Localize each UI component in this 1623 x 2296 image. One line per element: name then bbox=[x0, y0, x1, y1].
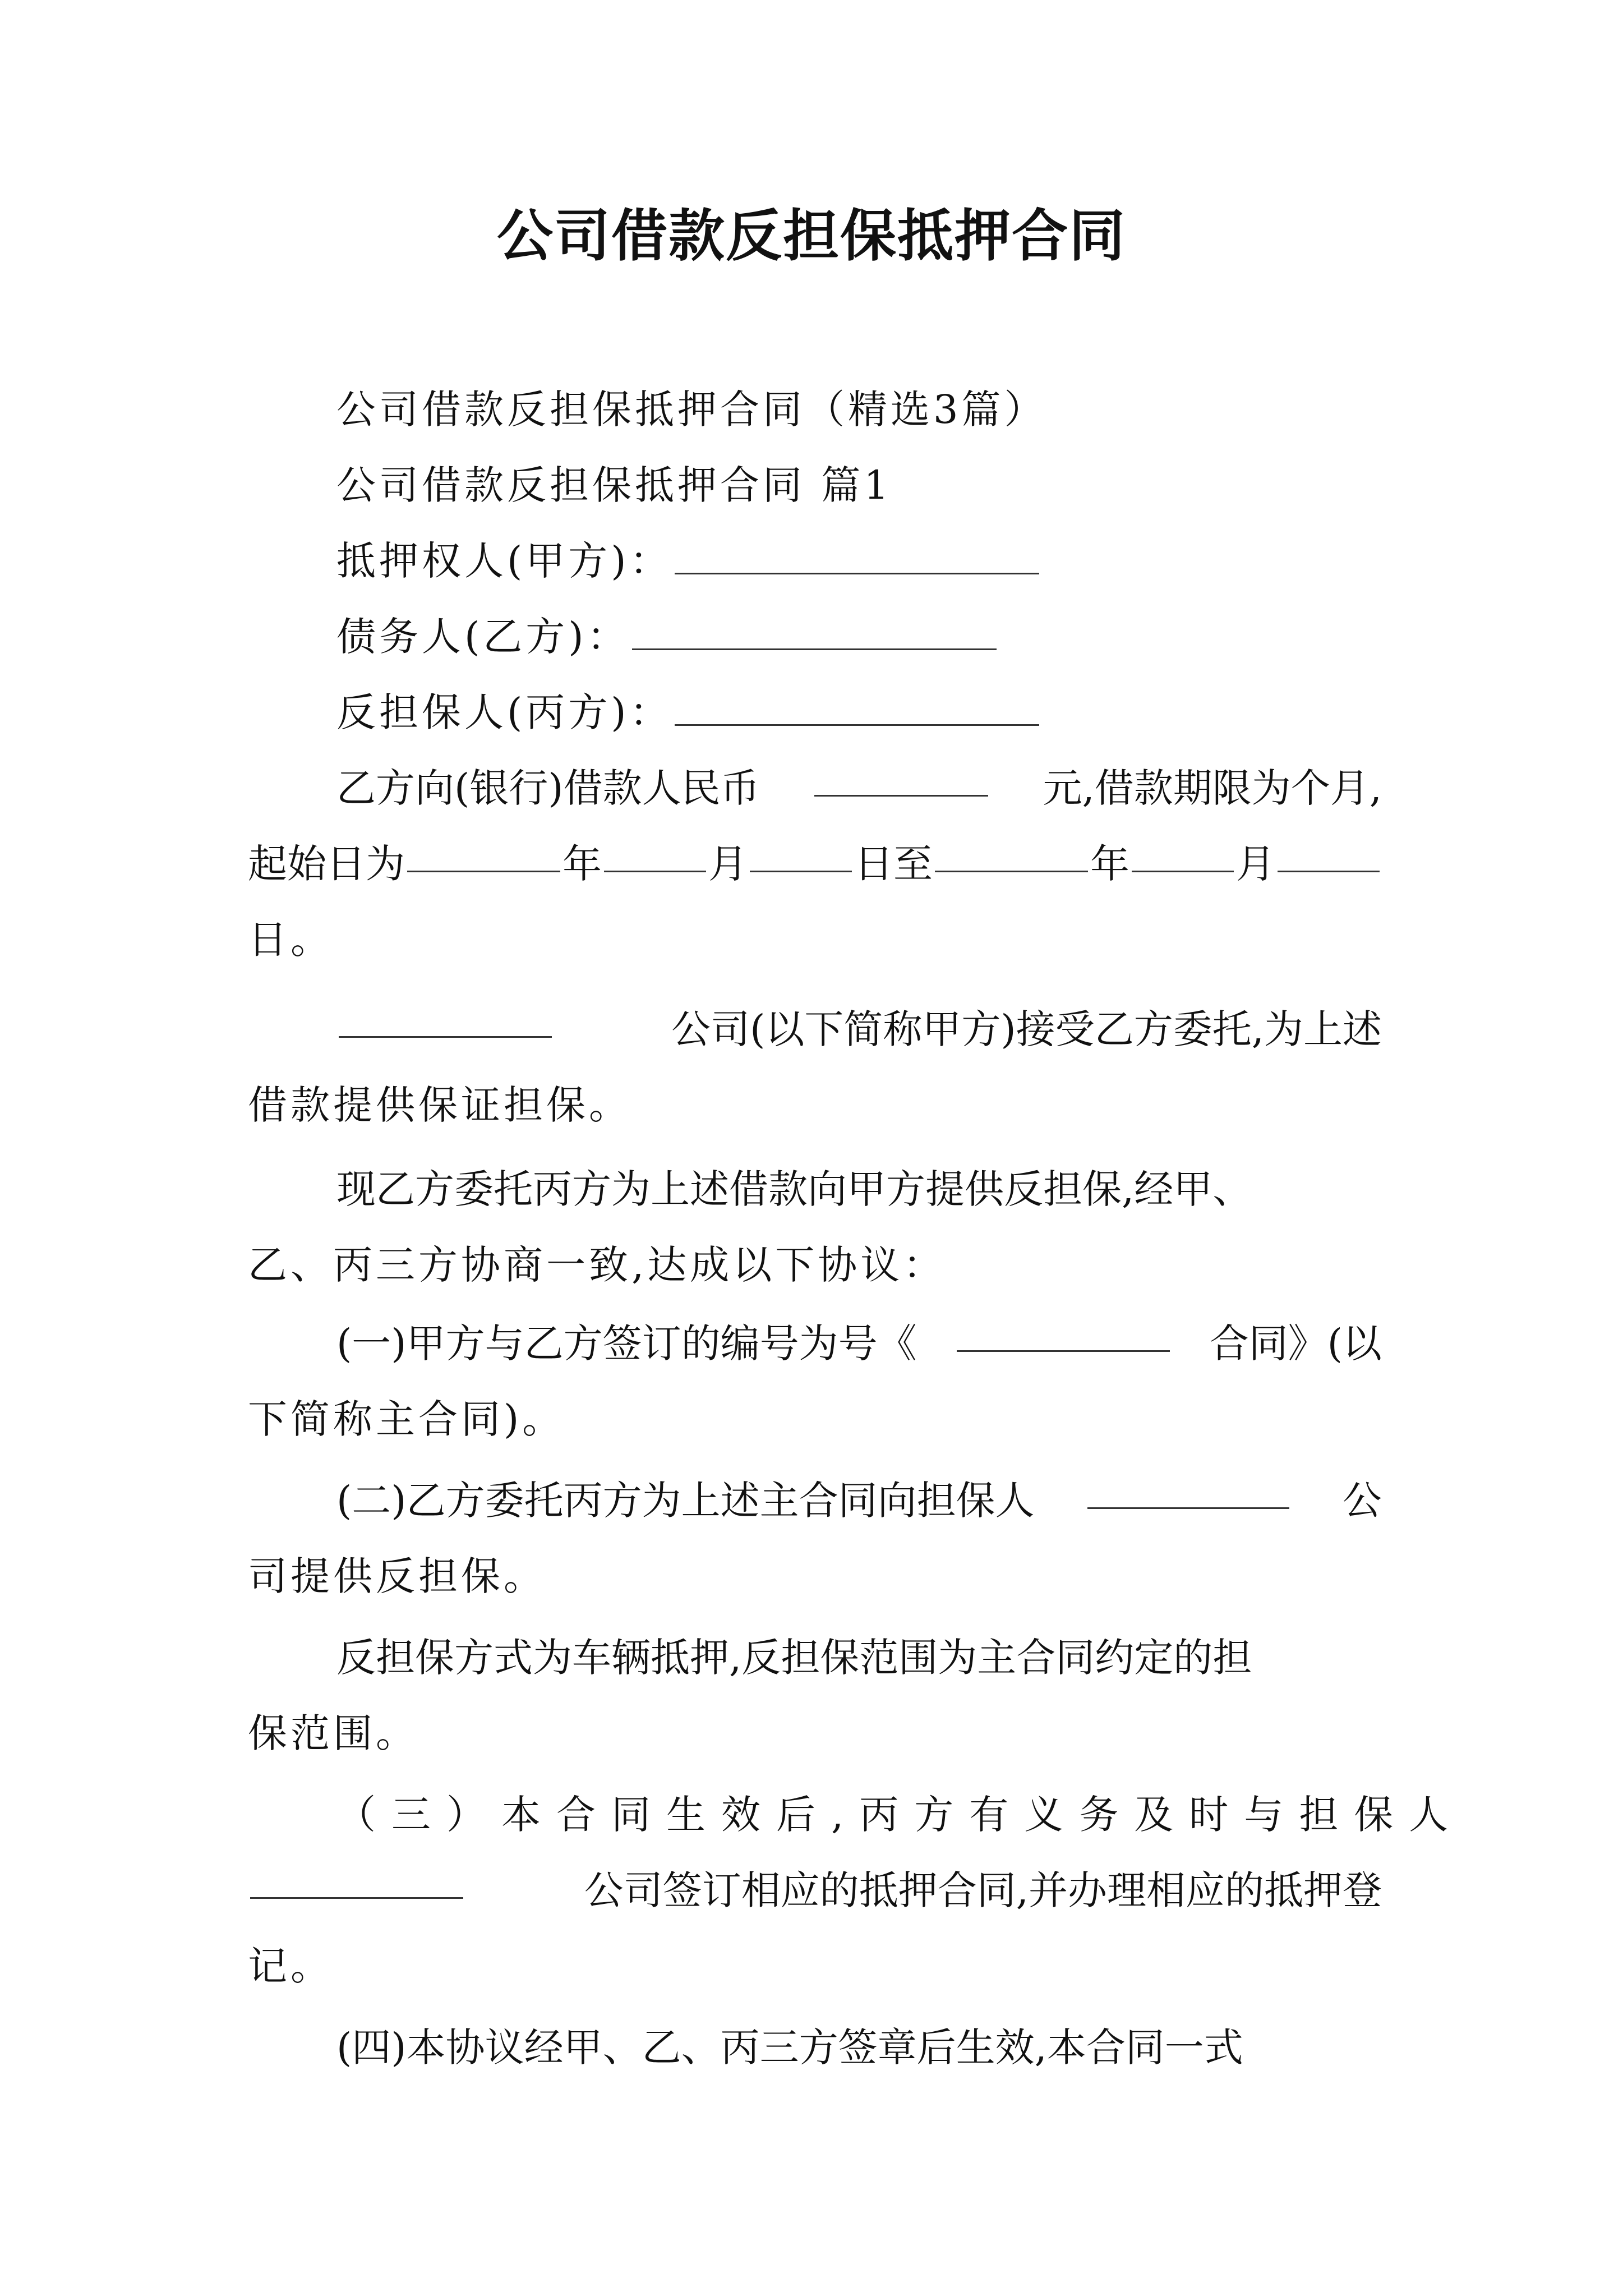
loan-start-label: 起始日为 bbox=[248, 841, 405, 887]
start-month-label: 月 bbox=[708, 841, 748, 887]
intro-paragraph-line-2: 乙、丙三方协商一致,达成以下协议： bbox=[248, 1242, 946, 1288]
method-paragraph-line-1 bbox=[336, 1630, 1382, 1686]
start-day-label: 日至 bbox=[854, 841, 933, 887]
party-mortgagee-label: 抵押权人(甲方)： bbox=[336, 538, 672, 584]
loan-paragraph-line-2 bbox=[248, 836, 1382, 892]
party-debtor-label: 债务人(乙方)： bbox=[336, 614, 630, 660]
section-heading: 公司借款反担保抵押合同 篇1 bbox=[336, 462, 892, 508]
company-paragraph-line-1 bbox=[336, 1001, 1382, 1057]
clause-1-text-a: (一)甲方与乙方签订的编号为号《 bbox=[336, 1320, 917, 1366]
clause-3-line-1 bbox=[336, 1787, 1464, 1843]
mortgagee-blank bbox=[675, 538, 1039, 574]
company-paragraph-line-2: 借款提供保证担保。 bbox=[248, 1082, 631, 1128]
clause-2-text-a: (二)乙方委托丙方为上述主合同向担保人 bbox=[336, 1478, 1035, 1524]
end-year-blank bbox=[935, 836, 1088, 872]
intro-text-a: 现乙方委托丙方为上述借款向甲方提供反担保,经甲、 bbox=[336, 1166, 1252, 1212]
clause-3-line-3: 记。 bbox=[248, 1943, 333, 1989]
guarantor-company-blank bbox=[1087, 1473, 1289, 1509]
start-year-label: 年 bbox=[562, 841, 602, 887]
method-text-a: 反担保方式为车辆抵押,反担保范围为主合同约定的担 bbox=[336, 1635, 1252, 1681]
clause-3-guarantor-blank bbox=[250, 1862, 463, 1899]
start-month-blank bbox=[604, 836, 706, 872]
intro-paragraph-line-1 bbox=[336, 1161, 1382, 1217]
loan-paragraph-line-3: 日。 bbox=[248, 917, 333, 963]
loan-text-a: 乙方向(银行)借款人民币 bbox=[336, 765, 760, 811]
contract-name-blank bbox=[957, 1315, 1170, 1352]
end-month-label: 月 bbox=[1236, 841, 1275, 887]
clause-1-line-2: 下简称主合同)。 bbox=[248, 1396, 565, 1442]
method-paragraph-line-2: 保范围。 bbox=[248, 1710, 418, 1756]
company-text-a: 公司(以下简称甲方)接受乙方委托,为上述 bbox=[671, 1006, 1382, 1052]
start-day-blank bbox=[750, 836, 852, 872]
end-day-blank bbox=[1278, 836, 1380, 872]
party-mortgagee bbox=[336, 533, 1041, 589]
clause-3-text-b: 公司签订相应的抵押合同,并办理相应的抵押登 bbox=[584, 1867, 1382, 1913]
clause-2-text-b: 公 bbox=[1343, 1478, 1382, 1524]
party-debtor bbox=[336, 609, 999, 665]
document-title: 公司借款反担保抵押合同 bbox=[497, 203, 1126, 269]
party-counter-guarantor-label: 反担保人(丙方)： bbox=[336, 689, 672, 735]
clause-4-text-a: (四)本协议经甲、乙、丙三方签章后生效,本合同一式 bbox=[336, 2024, 1243, 2070]
start-year-blank bbox=[407, 836, 560, 872]
clause-2-line-2: 司提供反担保。 bbox=[248, 1553, 546, 1599]
counter-guarantor-blank bbox=[675, 689, 1039, 726]
clause-4-line-1 bbox=[336, 2019, 1382, 2076]
clause-3-text-a: （三）本合同生效后,丙方有义务及时与担保人 bbox=[336, 1792, 1464, 1838]
subtitle: 公司借款反担保抵押合同（精选3篇） bbox=[336, 386, 1047, 432]
end-year-label: 年 bbox=[1090, 841, 1129, 887]
clause-2-line-1 bbox=[336, 1473, 1382, 1529]
debtor-blank bbox=[632, 614, 997, 650]
end-month-blank bbox=[1132, 836, 1234, 872]
clause-1-line-1 bbox=[336, 1315, 1382, 1372]
clause-1-text-b: 合同》(以 bbox=[1209, 1320, 1382, 1366]
loan-paragraph-line-1 bbox=[336, 760, 1382, 816]
loan-text-b: 元,借款期限为个月, bbox=[1043, 765, 1382, 811]
party-counter-guarantor bbox=[336, 684, 1041, 740]
loan-amount-blank bbox=[814, 760, 988, 797]
company-name-blank bbox=[339, 1001, 552, 1038]
clause-3-line-2 bbox=[248, 1862, 1382, 1918]
